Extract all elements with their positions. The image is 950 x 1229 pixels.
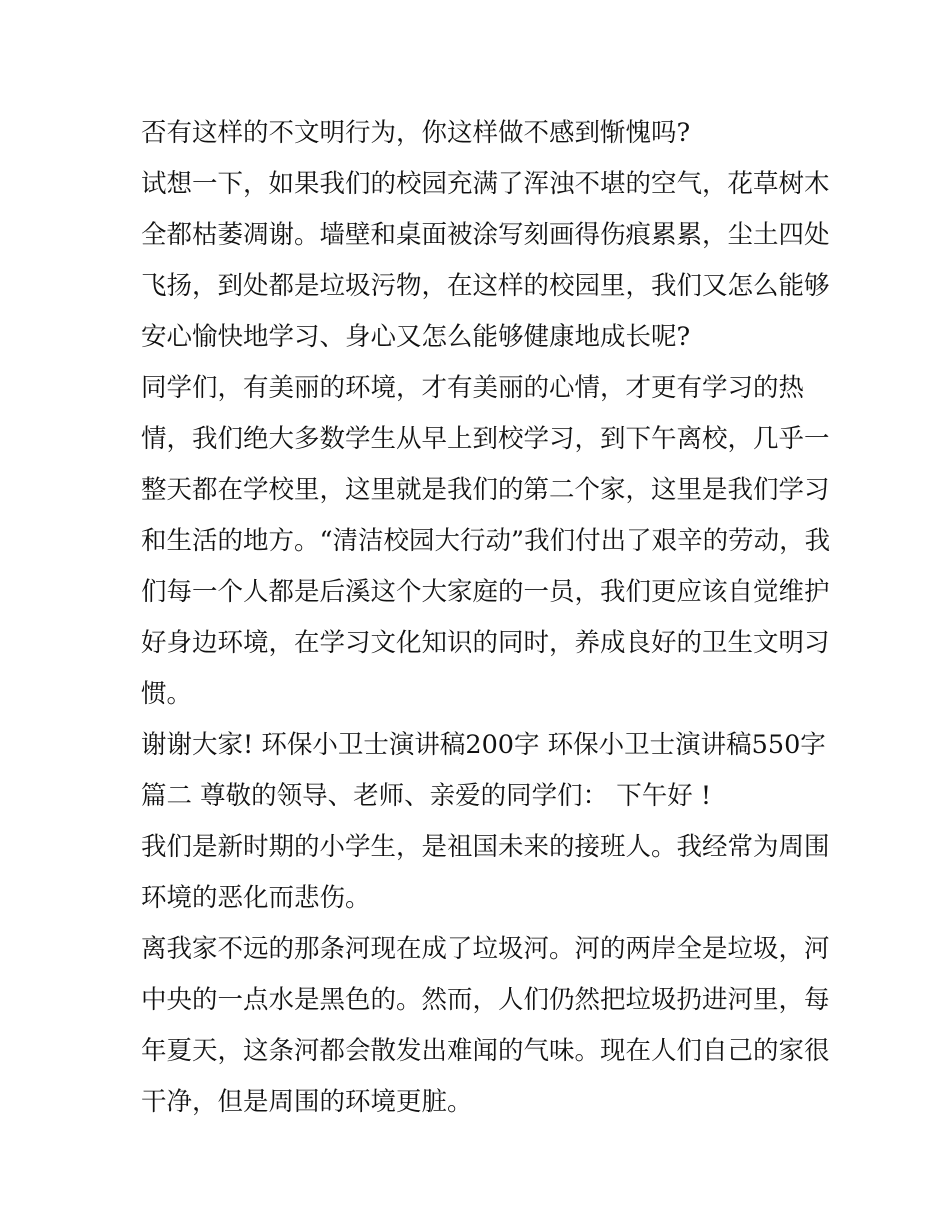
text-line-8: 整天都在学校里，这里就是我们的第二个家，这里是我们学习 — [141, 475, 830, 505]
text-line-1: 否有这样的不文明行为，你这样做不感到惭愧吗? — [141, 118, 691, 148]
text-line-2: 试想一下，如果我们的校园充满了浑浊不堪的空气，花草树木 — [141, 169, 830, 199]
text-line-14: 篇二 尊敬的领导、老师、亲爱的同学们： 下午好 ! — [141, 781, 712, 811]
text-line-6: 同学们，有美丽的环境，才有美丽的心情，才更有学习的热 — [141, 373, 805, 403]
text-line-13: 谢谢大家! 环保小卫士演讲稿200字 环保小卫士演讲稿550字 — [141, 730, 826, 760]
text-line-17: 离我家不远的那条河现在成了垃圾河。河的两岸全是垃圾，河 — [141, 934, 830, 964]
text-line-12: 惯。 — [141, 679, 193, 709]
text-line-15: 我们是新时期的小学生，是祖国未来的接班人。我经常为周围 — [141, 832, 830, 862]
text-line-20: 干净，但是周围的环境更脏。 — [141, 1087, 473, 1117]
text-line-5: 安心愉快地学习、身心又怎么能够健康地成长呢? — [141, 322, 691, 352]
text-line-11: 好身边环境，在学习文化知识的同时，养成良好的卫生文明习 — [141, 628, 830, 658]
text-line-3: 全都枯萎凋谢。墙壁和桌面被涂写刻画得伤痕累累，尘土四处 — [141, 220, 830, 250]
text-line-19: 年夏天，这条河都会散发出难闻的气味。现在人们自己的家很 — [141, 1036, 830, 1066]
document-body-text — [141, 108, 831, 1128]
text-line-18: 中央的一点水是黑色的。然而，人们仍然把垃圾扔进河里，每 — [141, 985, 830, 1015]
text-line-16: 环境的恶化而悲伤。 — [141, 883, 371, 913]
text-line-7: 情，我们绝大多数学生从早上到校学习，到下午离校，几乎一 — [141, 424, 830, 454]
text-line-10: 们每一个人都是后溪这个大家庭的一员，我们更应该自觉维护 — [141, 577, 830, 607]
text-line-4: 飞扬，到处都是垃圾污物，在这样的校园里，我们又怎么能够 — [141, 271, 830, 301]
text-line-9: 和生活的地方。“清洁校园大行动”我们付出了艰辛的劳动，我 — [141, 526, 831, 556]
